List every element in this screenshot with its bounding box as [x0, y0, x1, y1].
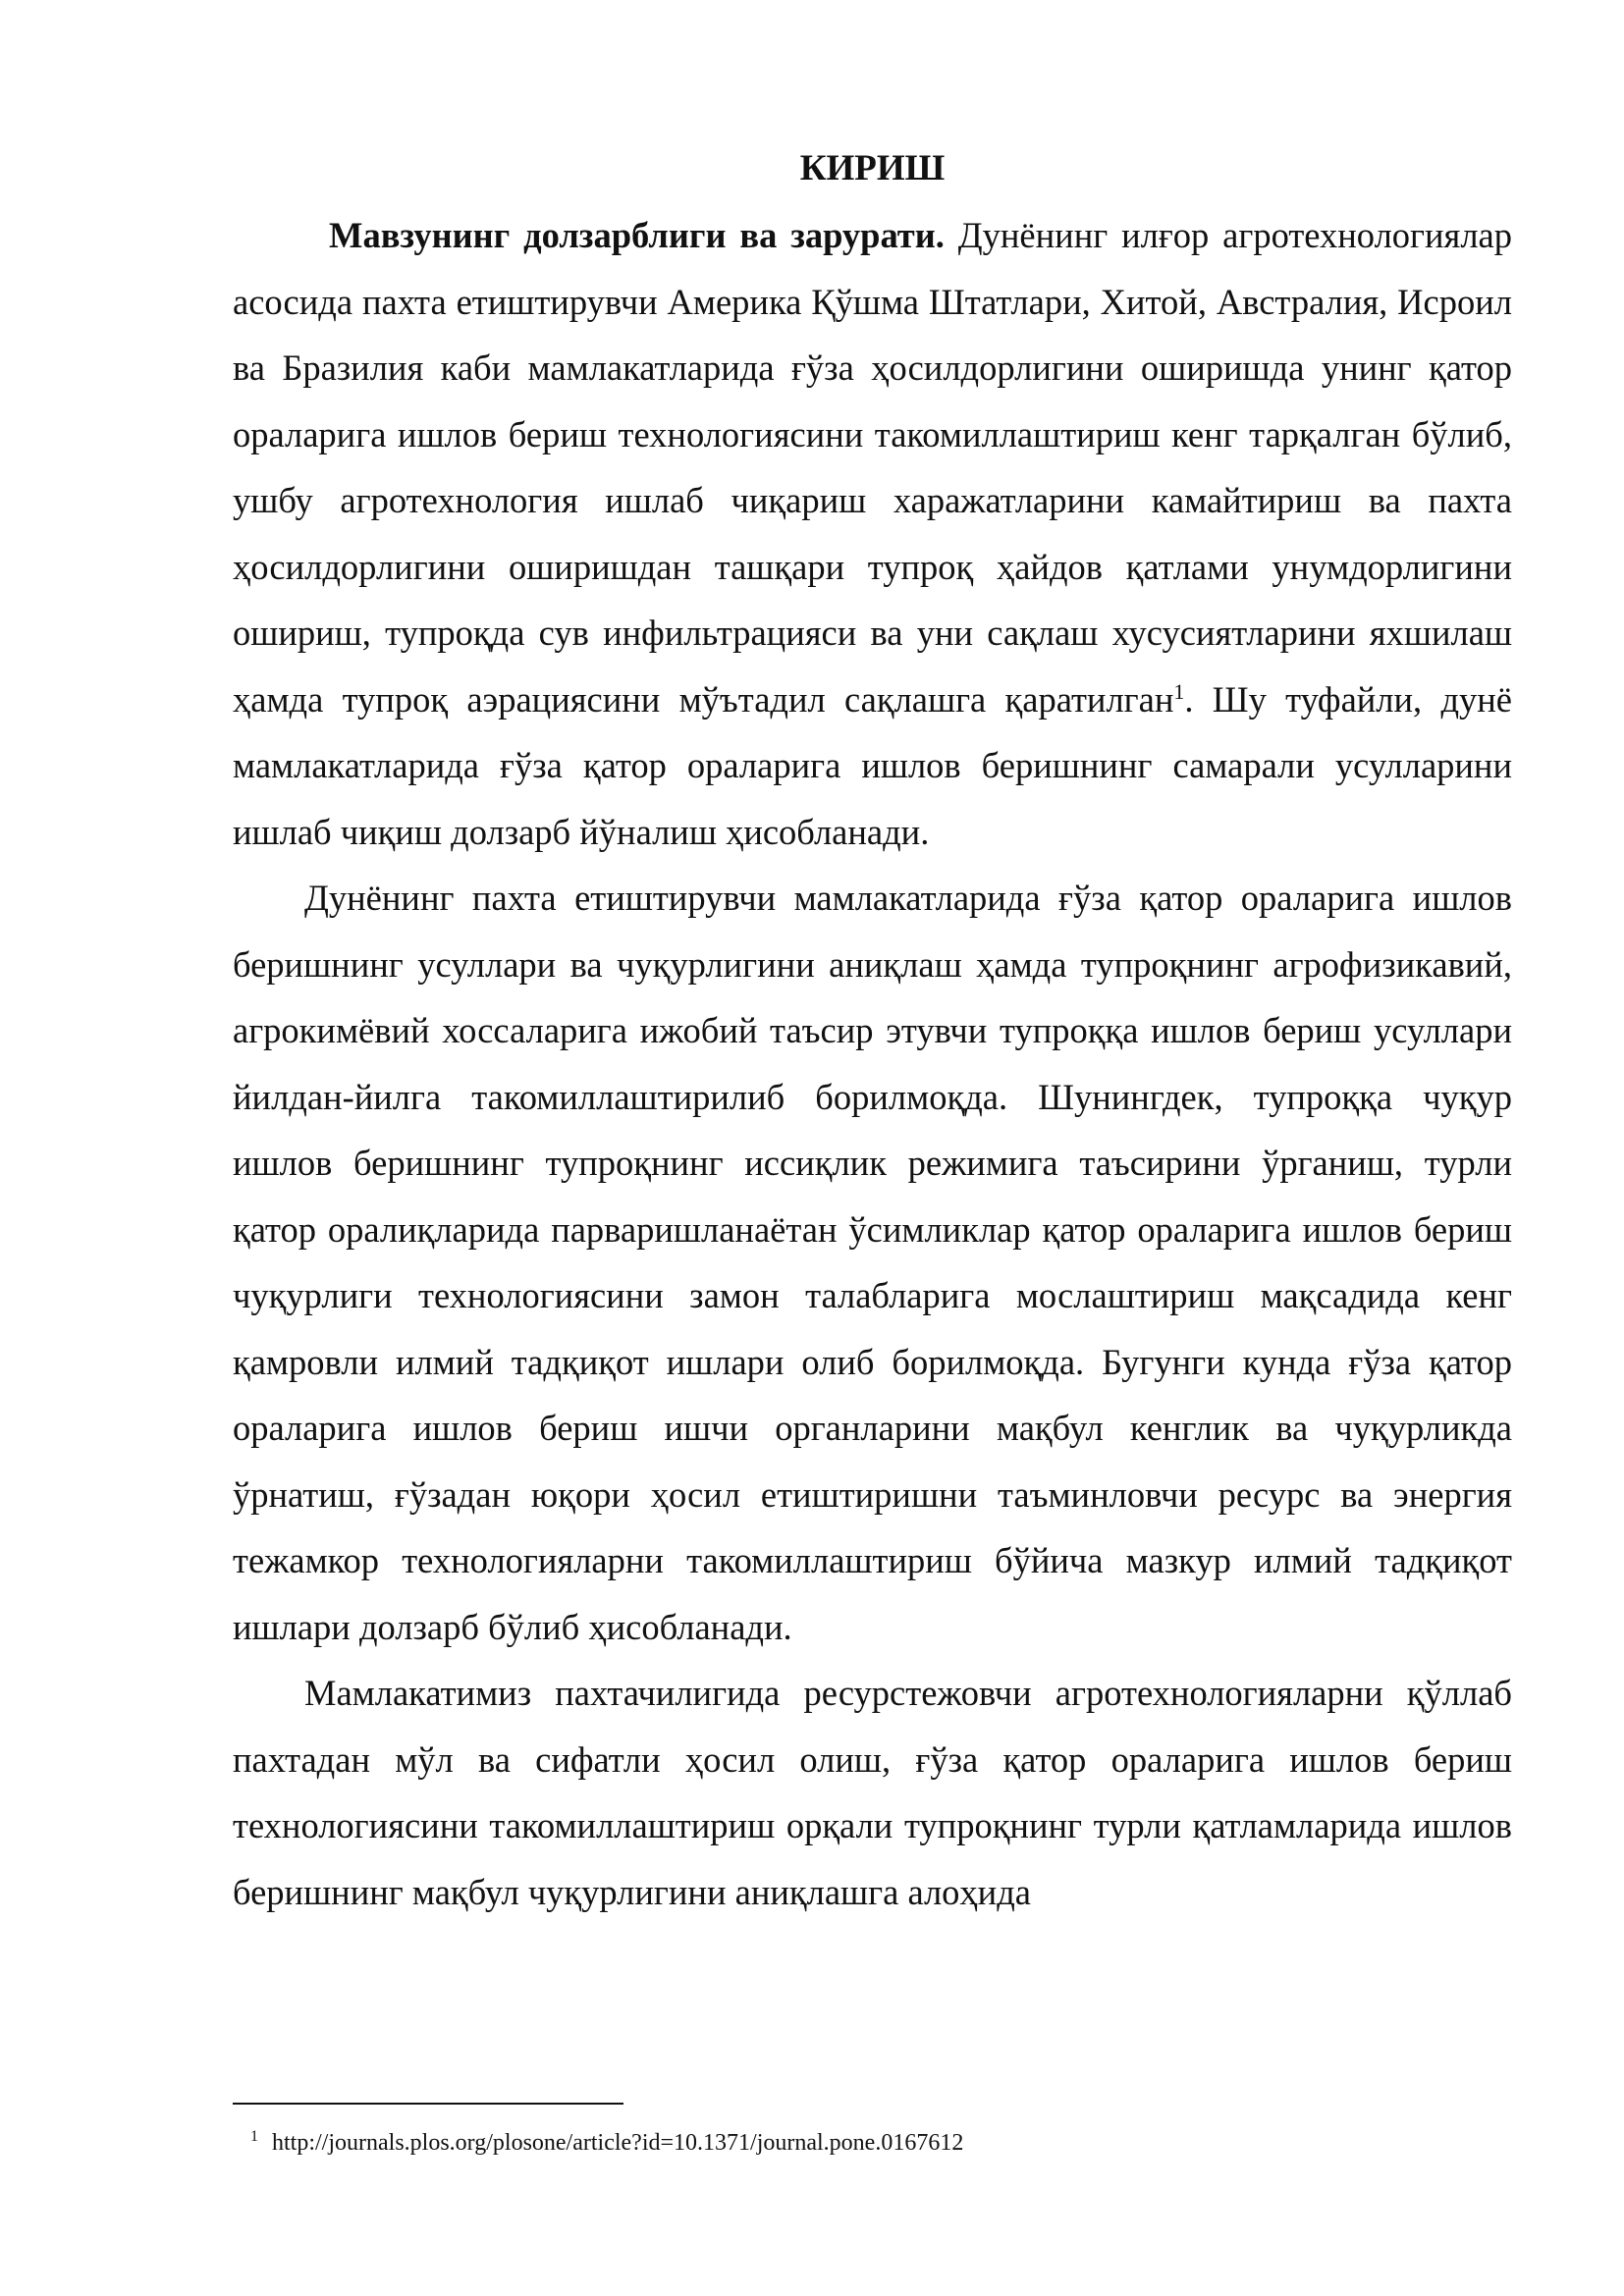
footnote-separator: [233, 2103, 623, 2105]
paragraph-lead-heading: Мавзунинг долзарблиги ва зарурати.: [329, 215, 945, 255]
paragraph-national-cotton: Мамлакатимиз пахтачилигида ресурстежовчи агротехнологияларни қўллаб пахтадан мўл ва сифатли ҳосил олиш, ғўза қатор ораларига ишлов бериш технологиясини такомиллаштириш орқали тупроқнинг турли қатламларида ишлов беришнинг мақбул чуқурлигини аниқлашга алоҳида: [233, 1673, 1512, 1912]
footnote-reference[interactable]: 1: [1173, 678, 1185, 704]
paragraph-world-research: Дунёнинг пахта етиштирувчи мамлакатларида ғўза қатор ораларига ишлов беришнинг усуллари ва чуқурлигини аниқлаш ҳамда тупроқнинг агрофизикавий, агрокимёвий хоссаларига ижобий таъсир этувчи тупроққа ишлов бериш усуллари йилдан-йилга такомиллаштирилиб борилмоқда. Шунингдек, тупроққа чуқур ишлов беришнинг тупроқнинг иссиқлик режимига таъсирини ўрганиш, турли қатор оралиқларида парваришланаётан ўсимликлар қатор ораларига ишлов бериш чуқурлиги технологиясини замон талабларига мослаштириш мақсадида кенг қамровли илмий тадқиқот ишлари олиб борилмоқда. Бугунги кунда ғўза қатор ораларига ишлов бериш ишчи органларини мақбул кенглик ва чуқурликда ўрнатиш, ғўзадан юқори ҳосил етиштиришни таъминловчи ресурс ва энергия тежамкор технологияларни такомиллаштириш бўйича мазкур илмий тадқиқот ишлари долзарб бўлиб ҳисобланади.: [233, 878, 1512, 1647]
footnote-link[interactable]: http://journals.plos.org/plosone/article?id=10.1371/journal.pone.0167612: [272, 2130, 964, 2156]
paragraph-relevance: [233, 202, 1512, 865]
page-title: КИРИШ: [799, 148, 946, 188]
document-page: [233, 147, 1512, 1925]
paragraph-text: . Шу туфайли, дунё мамлакатларида ғўза қатор ораларига ишлов беришнинг самарали усулларини ишлаб чиқиш долзарб йўналиш ҳисобланади.: [233, 678, 1512, 852]
paragraph-text: Дунёнинг илғор агротехнологиялар асосида пахта етиштирувчи Америка Қўшма Штатлари, Хитой, Австралия, Исроил ва Бразилия каби мамлакатларида ғўза ҳосилдорлигини оширишда унинг қатор ораларига ишлов бериш технологиясини такомиллаштириш кенг тарқалган бўлиб, ушбу агротехнология ишлаб чиқариш харажатларини камайтириш ва пахта ҳосилдорлигини оширишдан ташқари тупроқ ҳайдов қатлами унумдорлигини ошириш, тупроқда сув инфильтрацияси ва уни сақлаш хусусиятларини яхшилаш ҳамда тупроқ аэрациясини мўътадил сақлашга қаратилган: [233, 215, 1512, 720]
footnote: [250, 2122, 963, 2158]
footnote-mark: 1: [250, 2128, 258, 2145]
